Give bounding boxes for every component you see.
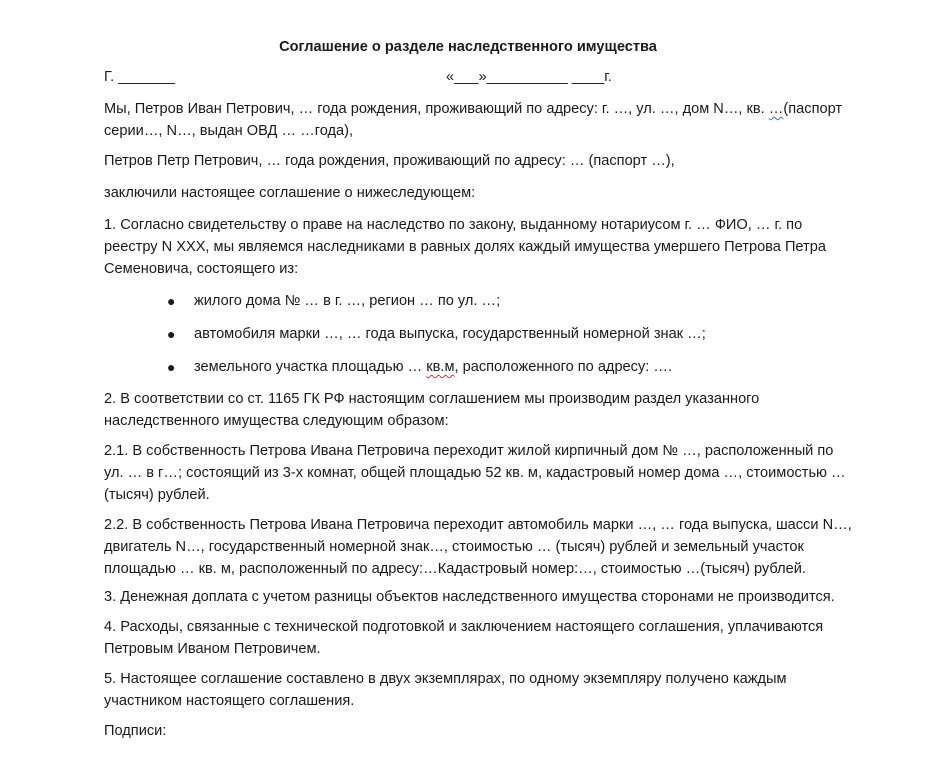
bullet-icon: ● xyxy=(167,326,176,342)
bullet-item-car: автомобиля марки …, … года выпуска, государственный номерной знак …; xyxy=(194,326,706,342)
clause-2-2-line-2: двигатель N…, государственный номерной знак…, стоимостью … (тысяч) рублей и земельный участок xyxy=(104,539,804,555)
clause-1-line-1: 1. Согласно свидетельству о праве на наследство по закону, выданному нотариусом г. … ФИО, … г. по xyxy=(104,217,803,233)
clause-5-line-2: участником настоящего соглашения. xyxy=(104,693,355,709)
intro-paragraph-line-2: серии…, N…, выдан ОВД … …года), xyxy=(104,123,354,139)
date-line: «___»__________ ____г. xyxy=(446,69,612,85)
clause-5-line-1: 5. Настоящее соглашение составлено в двух экземплярах, по одному экземпляру получено каждым xyxy=(104,671,787,687)
intro-text: Мы, Петров Иван Петрович, … года рождения, проживающий по адресу: г. …, ул. …, дом N…, кв. xyxy=(104,101,769,117)
land-address: , расположенного по адресу: …. xyxy=(454,359,673,375)
clause-2-1-line-3: (тысяч) рублей. xyxy=(104,487,210,503)
document-title: Соглашение о разделе наследственного имущества xyxy=(279,39,657,55)
clause-4-line-2: Петровым Иваном Петровичем. xyxy=(104,641,321,657)
second-party-line: Петров Петр Петрович, … года рождения, проживающий по адресу: … (паспорт …), xyxy=(104,153,675,169)
bullet-item-land xyxy=(194,356,672,378)
clause-4-line-1: 4. Расходы, связанные с технической подготовкой и заключением настоящего соглашения, уплачиваются xyxy=(104,619,824,635)
bullet-icon: ● xyxy=(167,293,176,309)
intro-passport: (паспорт xyxy=(783,101,843,117)
bullet-item-house: жилого дома № … в г. …, регион … по ул. …; xyxy=(194,293,501,309)
clause-3: 3. Денежная доплата с учетом разницы объектов наследственного имущества сторонами не производится. xyxy=(104,589,835,605)
clause-1-line-2: реестру N XXX, мы являемся наследниками в равных долях каждый имущества умершего Петрова Петра xyxy=(104,239,826,255)
clause-2-2-line-3: площадью … кв. м, расположенный по адресу:…Кадастровый номер:…, стоимостью …(тысяч) рублей. xyxy=(104,561,806,577)
clause-2-line-2: наследственного имущества следующим образом: xyxy=(104,413,449,429)
city-line: Г. _______ xyxy=(104,69,176,85)
agreement-intro: заключили настоящее соглашение о нижеследующем: xyxy=(104,185,476,201)
clause-2-2-line-1: 2.2. В собственность Петрова Ивана Петровича переходит автомобиль марки …, … года выпуска, шасси N…, xyxy=(104,517,852,533)
clause-2-1-line-1: 2.1. В собственность Петрова Ивана Петровича переходит жилой кирпичный дом № …, расположенный по xyxy=(104,443,834,459)
land-unit: кв.м xyxy=(426,359,455,375)
clause-2-1-line-2: ул. … в г…; состоящий из 3-х комнат, общей площадью 52 кв. м, кадастровый номер дома …, стоимостью … xyxy=(104,465,846,481)
signatures-label: Подписи: xyxy=(104,723,167,739)
clause-1-line-3: Семеновича, состоящего из: xyxy=(104,261,299,277)
clause-2-line-1: 2. В соответствии со ст. 1165 ГК РФ настоящим соглашением мы производим раздел указанного xyxy=(104,391,760,407)
bullet-icon: ● xyxy=(167,359,176,375)
intro-ellipsis: … xyxy=(768,101,784,117)
land-text: земельного участка площадью … xyxy=(194,359,427,375)
intro-paragraph-line-1 xyxy=(104,98,842,120)
